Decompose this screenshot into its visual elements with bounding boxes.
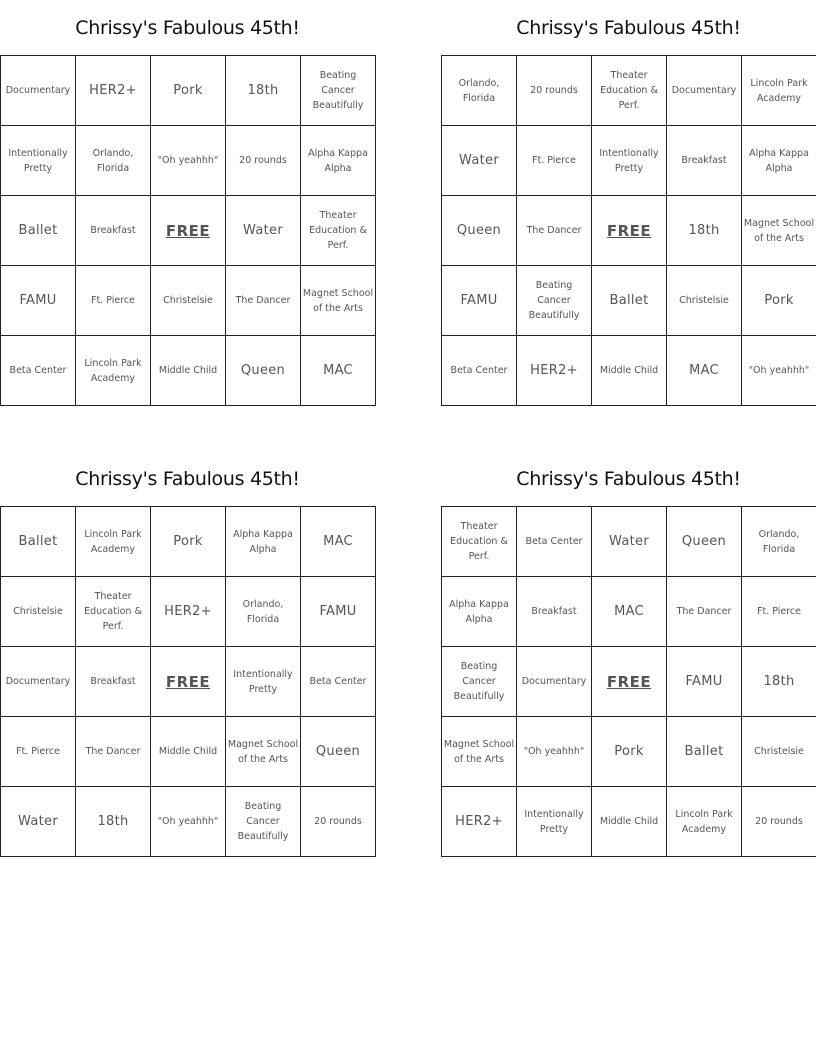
bingo-grid bbox=[441, 506, 816, 857]
bingo-cell: Lincoln Park Academy bbox=[667, 787, 742, 857]
bingo-cell: Breakfast bbox=[76, 647, 151, 717]
bingo-cell: Queen bbox=[226, 336, 301, 406]
bingo-cell: Alpha Kappa Alpha bbox=[742, 126, 816, 196]
bingo-cell: Ft. Pierce bbox=[742, 577, 816, 647]
bingo-cell: Beating Cancer Beautifully bbox=[442, 647, 517, 717]
bingo-cell: Lincoln Park Academy bbox=[76, 336, 151, 406]
bingo-cell: Intentionally Pretty bbox=[517, 787, 592, 857]
bingo-cell: MAC bbox=[301, 507, 376, 577]
bingo-cell: The Dancer bbox=[667, 577, 742, 647]
bingo-cell: Water bbox=[592, 507, 667, 577]
bingo-cell: Ballet bbox=[592, 266, 667, 336]
bingo-cell: 18th bbox=[742, 647, 816, 717]
bingo-cell: Ft. Pierce bbox=[517, 126, 592, 196]
bingo-cell: HER2+ bbox=[517, 336, 592, 406]
bingo-cell: 18th bbox=[667, 196, 742, 266]
grid-row bbox=[1, 507, 376, 577]
bingo-cell: Magnet School of the Arts bbox=[742, 196, 816, 266]
grid-row bbox=[442, 336, 816, 406]
bingo-cell: Documentary bbox=[1, 647, 76, 717]
bingo-cell: Theater Education & Perf. bbox=[76, 577, 151, 647]
bingo-cell: Intentionally Pretty bbox=[226, 647, 301, 717]
bingo-cell: Beating Cancer Beautifully bbox=[301, 56, 376, 126]
bingo-cell: Ballet bbox=[1, 196, 76, 266]
grid-row bbox=[1, 336, 376, 406]
bingo-cell: Documentary bbox=[667, 56, 742, 126]
bingo-cell: Orlando, Florida bbox=[226, 577, 301, 647]
bingo-cell: Orlando, Florida bbox=[442, 56, 517, 126]
bingo-cell: "Oh yeahhh" bbox=[151, 787, 226, 857]
bingo-cell: Beta Center bbox=[442, 336, 517, 406]
bingo-cell: Queen bbox=[667, 507, 742, 577]
bingo-cell: HER2+ bbox=[442, 787, 517, 857]
bingo-cell: 18th bbox=[76, 787, 151, 857]
bingo-cell: Water bbox=[442, 126, 517, 196]
bingo-cell: Alpha Kappa Alpha bbox=[442, 577, 517, 647]
bingo-cell: Christelsie bbox=[1, 577, 76, 647]
bingo-card-3 bbox=[0, 451, 375, 857]
bingo-card-2 bbox=[441, 0, 816, 406]
bingo-cell: Middle Child bbox=[592, 787, 667, 857]
bingo-cell: Beta Center bbox=[517, 507, 592, 577]
grid-row bbox=[442, 507, 816, 577]
grid-row bbox=[1, 647, 376, 717]
bingo-grid bbox=[0, 55, 376, 406]
bingo-cell: MAC bbox=[592, 577, 667, 647]
bingo-cell: Pork bbox=[151, 507, 226, 577]
bingo-cell: Magnet School of the Arts bbox=[301, 266, 376, 336]
free-space: FREE bbox=[151, 196, 226, 266]
grid-row bbox=[442, 196, 816, 266]
bingo-cell: Documentary bbox=[517, 647, 592, 717]
bingo-grid bbox=[0, 506, 376, 857]
bingo-cell: Ft. Pierce bbox=[1, 717, 76, 787]
bingo-cell: Lincoln Park Academy bbox=[742, 56, 816, 126]
bingo-cell: FAMU bbox=[1, 266, 76, 336]
bingo-cell: Beta Center bbox=[301, 647, 376, 717]
grid-row bbox=[1, 717, 376, 787]
bingo-cell: 18th bbox=[226, 56, 301, 126]
bingo-cell: Christelsie bbox=[667, 266, 742, 336]
bingo-cell: Water bbox=[1, 787, 76, 857]
bingo-cell: Intentionally Pretty bbox=[1, 126, 76, 196]
grid-row bbox=[442, 647, 816, 717]
free-space: FREE bbox=[151, 647, 226, 717]
card-title: Chrissy's Fabulous 45th! bbox=[516, 468, 741, 490]
grid-row bbox=[1, 787, 376, 857]
card-title: Chrissy's Fabulous 45th! bbox=[516, 17, 741, 39]
bingo-cell: Magnet School of the Arts bbox=[442, 717, 517, 787]
grid-row bbox=[442, 56, 816, 126]
free-space: FREE bbox=[592, 196, 667, 266]
bingo-cell: "Oh yeahhh" bbox=[517, 717, 592, 787]
bingo-cell: FAMU bbox=[301, 577, 376, 647]
bingo-cell: The Dancer bbox=[517, 196, 592, 266]
bingo-cell: Pork bbox=[151, 56, 226, 126]
bingo-cell: Ballet bbox=[667, 717, 742, 787]
grid-row bbox=[442, 126, 816, 196]
bingo-grid bbox=[441, 55, 816, 406]
bingo-cell: Lincoln Park Academy bbox=[76, 507, 151, 577]
grid-row bbox=[442, 577, 816, 647]
bingo-cell: Magnet School of the Arts bbox=[226, 717, 301, 787]
bingo-cell: Queen bbox=[442, 196, 517, 266]
bingo-cell: Christelsie bbox=[151, 266, 226, 336]
bingo-cell: Pork bbox=[742, 266, 816, 336]
bingo-cell: 20 rounds bbox=[742, 787, 816, 857]
bingo-cell: "Oh yeahhh" bbox=[151, 126, 226, 196]
bingo-cell: Orlando, Florida bbox=[76, 126, 151, 196]
bingo-cell: Ballet bbox=[1, 507, 76, 577]
bingo-cell: FAMU bbox=[442, 266, 517, 336]
bingo-cell: Middle Child bbox=[151, 717, 226, 787]
free-space: FREE bbox=[592, 647, 667, 717]
grid-row bbox=[442, 787, 816, 857]
bingo-cell: Theater Education & Perf. bbox=[301, 196, 376, 266]
bingo-cell: The Dancer bbox=[76, 717, 151, 787]
bingo-cell: Ft. Pierce bbox=[76, 266, 151, 336]
bingo-cell: 20 rounds bbox=[301, 787, 376, 857]
bingo-cell: Water bbox=[226, 196, 301, 266]
bingo-cell: HER2+ bbox=[76, 56, 151, 126]
grid-row bbox=[442, 717, 816, 787]
grid-row bbox=[1, 266, 376, 336]
card-title: Chrissy's Fabulous 45th! bbox=[75, 468, 300, 490]
bingo-cell: Middle Child bbox=[151, 336, 226, 406]
bingo-card-4 bbox=[441, 451, 816, 857]
bingo-cell: Pork bbox=[592, 717, 667, 787]
bingo-cell: 20 rounds bbox=[517, 56, 592, 126]
bingo-cell: MAC bbox=[301, 336, 376, 406]
bingo-cell: Documentary bbox=[1, 56, 76, 126]
bingo-cell: The Dancer bbox=[226, 266, 301, 336]
grid-row bbox=[1, 56, 376, 126]
bingo-cell: Orlando, Florida bbox=[742, 507, 816, 577]
bingo-cell: Christelsie bbox=[742, 717, 816, 787]
bingo-cell: Breakfast bbox=[76, 196, 151, 266]
bingo-cell: Beating Cancer Beautifully bbox=[517, 266, 592, 336]
bingo-cell: Intentionally Pretty bbox=[592, 126, 667, 196]
bingo-cell: Breakfast bbox=[517, 577, 592, 647]
grid-row bbox=[442, 266, 816, 336]
bingo-cell: FAMU bbox=[667, 647, 742, 717]
grid-row bbox=[1, 577, 376, 647]
grid-row bbox=[1, 126, 376, 196]
bingo-cell: Beating Cancer Beautifully bbox=[226, 787, 301, 857]
bingo-cell: Alpha Kappa Alpha bbox=[226, 507, 301, 577]
card-title: Chrissy's Fabulous 45th! bbox=[75, 17, 300, 39]
bingo-cell: Theater Education & Perf. bbox=[442, 507, 517, 577]
bingo-cell: Theater Education & Perf. bbox=[592, 56, 667, 126]
bingo-card-1 bbox=[0, 0, 375, 406]
grid-row bbox=[1, 196, 376, 266]
bingo-cell: HER2+ bbox=[151, 577, 226, 647]
bingo-cell: Breakfast bbox=[667, 126, 742, 196]
bingo-cell: MAC bbox=[667, 336, 742, 406]
bingo-cell: Beta Center bbox=[1, 336, 76, 406]
bingo-cell: Alpha Kappa Alpha bbox=[301, 126, 376, 196]
bingo-cell: 20 rounds bbox=[226, 126, 301, 196]
bingo-cell: Queen bbox=[301, 717, 376, 787]
bingo-cell: Middle Child bbox=[592, 336, 667, 406]
bingo-cell: "Oh yeahhh" bbox=[742, 336, 816, 406]
